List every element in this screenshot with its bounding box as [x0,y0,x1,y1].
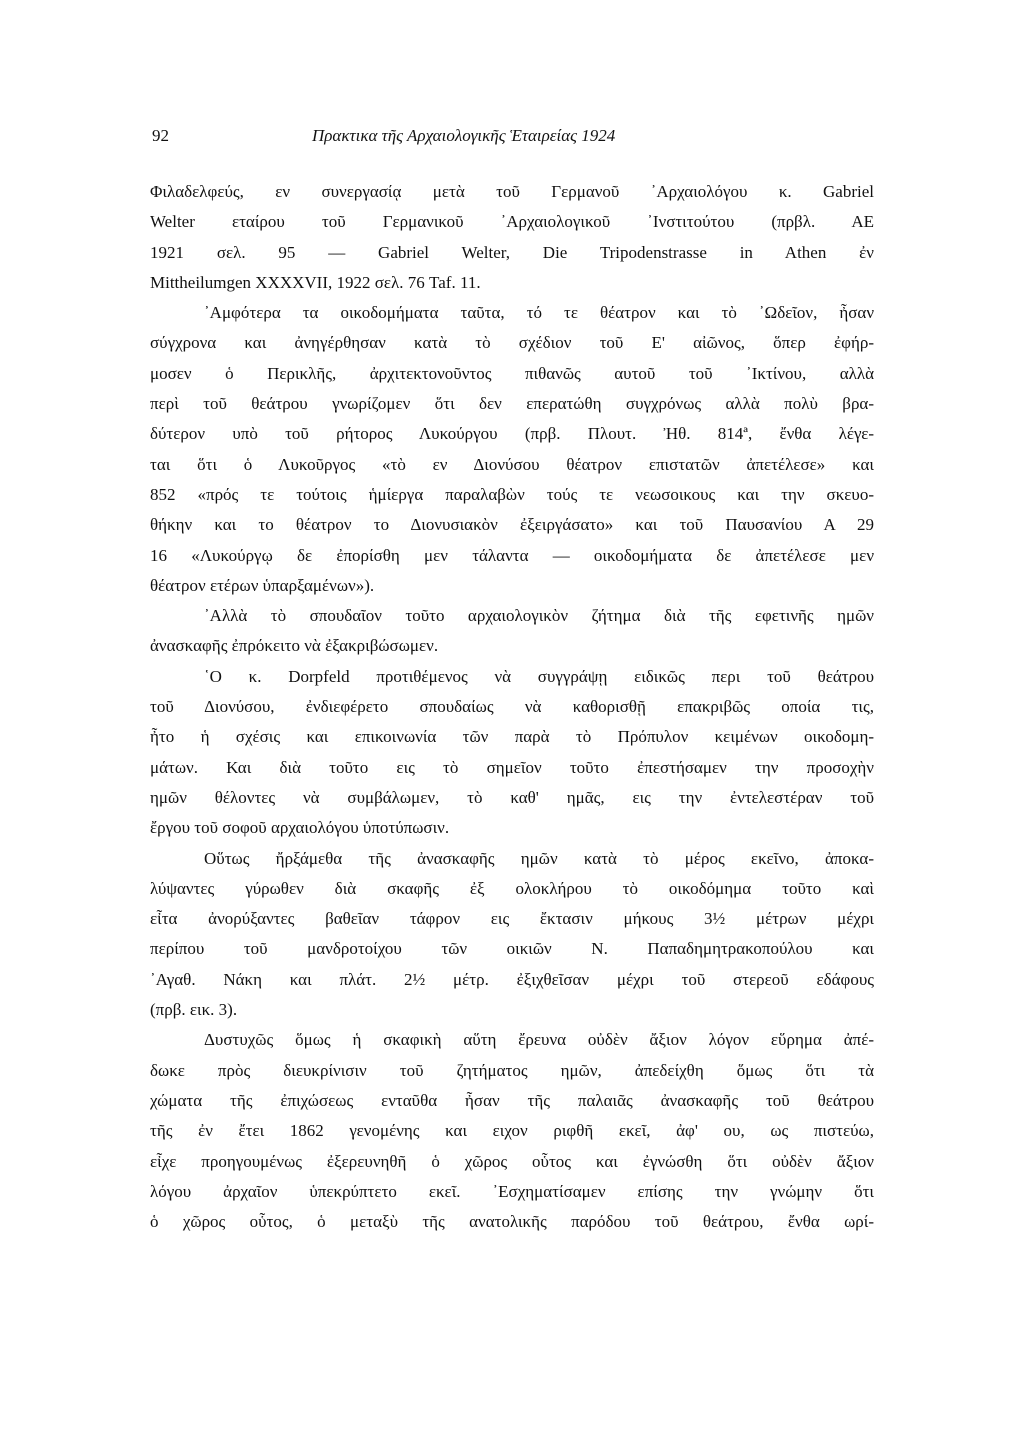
text-line: σύγχρονα και ἀνηγέρθησαν κατὰ τὸ σχέδιον τοῦ Ε' αἰῶνος, ὅπερ ἐφήρ- [150,333,874,353]
text-line: ᾿Αγαθ. Νάκη και πλάτ. 2½ μέτρ. ἐξιχθεῖσαν μέχρι τοῦ στερεοῦ εδάφους [150,969,874,989]
text-line: μοσεν ὁ Περικλῆς, ἀρχιτεκτονοῦντος πιθανῶς αυτοῦ τοῦ ᾿Ικτίνου, αλλὰ [150,363,874,383]
text-line: ἀνασκαφῆς ἐπρόκειτο νὰ ἐξακριβώσωμεν. [150,636,439,656]
text-line: λύψαντες γύρωθεν διὰ σκαφῆς ἐξ ολοκλήρου τὸ οικοδόμημα τοῦτο καὶ [150,878,874,898]
text-line: Welter εταίρου τοῦ Γερμανικοῦ ᾿Αρχαιολογικοῦ ᾿Ινστιτούτου (πρβλ. ΑΕ [150,212,874,232]
text-line: ἔργου τοῦ σοφοῦ αρχαιολόγου ὑποτύπωσιν. [150,818,450,838]
text-line: περὶ τοῦ θεάτρου γνωρίζομεν ὅτι δεν επερατώθη συγχρόνως αλλὰ πολὺ βρα- [150,394,874,414]
body-text [150,177,874,1237]
text-line: Φιλαδελφεύς, εν συνεργασίᾳ μετὰ τοῦ Γερμανοῦ ᾿Αρχαιολόγου κ. Gabriel [150,182,874,201]
text-line: εἶτα ἀνορύξαντες βαθεῖαν τάφρον εις ἔκτασιν μήκους 3½ μέτρων μέχρι [150,909,874,929]
text-line: (πρβ. εικ. 3). [150,1000,238,1020]
text-line: χώματα τῆς ἐπιχώσεως ενταῦθα ἦσαν τῆς παλαιᾶς ἀνασκαφῆς τοῦ θεάτρου [150,1090,874,1110]
page-number: 92 [152,126,169,145]
text-line: δύτερον υπὸ τοῦ ρήτορος Λυκούργου (πρβ. Πλουτ. Ἠθ. 814ª, ἔνθα λέγε- [150,424,874,444]
page-header [152,126,726,156]
text-line: Οὕτως ἤρξάμεθα τῆς ἀνασκαφῆς ημῶν κατὰ τὸ μέρος εκεῖνο, ἀποκα- [204,848,874,868]
text-line: τοῦ Διονύσου, ἐνδιεφέρετο σπουδαίως νὰ καθορισθῇ επακριβῶς οποία τις, [150,697,874,717]
text-line: δωκε πρὸς διευκρίνισιν τοῦ ζητήματος ημῶν, ἀπεδείχθη ὅμως ὅτι τὰ [150,1060,874,1080]
text-line: ᾿Αμφότερα τα οικοδομήματα ταῦτα, τό τε θέατρον και τὸ ᾿Ωδεῖον, ἦσαν [204,303,874,323]
text-line: Mittheilumgen XXXXVII, 1922 σελ. 76 Taf. 11. [150,272,481,292]
text-line: ἦτο ἡ σχέσις και επικοινωνία τῶν παρὰ τὸ Πρόπυλον κειμένων οικοδομη- [150,727,874,747]
text-line: λόγου ἀρχαῖον ὑπεκρύπτετο εκεῖ. ᾿Εσχηματίσαμεν επίσης την γνώμην ὅτι [150,1181,874,1201]
text-line: ᾿Αλλὰ τὸ σπουδαῖον τοῦτο αρχαιολογικὸν ζήτημα διὰ τῆς εφετινῆς ημῶν [204,606,874,626]
text-line: ῾Ο κ. Dorpfeld προτιθέμενος νὰ συγγράψῃ ειδικῶς περι τοῦ θεάτρου [204,666,874,686]
text-line: εἶχε προηγουμένως ἐξερευνηθῆ ὁ χῶρος οὗτος και ἐγνώσθη ὅτι οὐδὲν ἄξιον [150,1151,874,1171]
text-line: Δυστυχῶς ὅμως ἡ σκαφικὴ αὕτη ἔρευνα οὐδὲν ἄξιον λόγον εὕρημα ἀπέ- [204,1030,874,1050]
text-line: 16 «Λυκούργῳ δε ἐπορίσθη μεν τάλαντα — οικοδομήματα δε ἀπετέλεσε μεν [150,545,874,565]
text-line: 852 «πρός τε τούτοις ἡμίεργα παραλαβὼν τούς τε νεωσοικους και την σκευο- [150,484,874,504]
text-line: θήκην και το θέατρον το Διονυσιακὸν ἐξειργάσατο» και τοῦ Παυσανίου Α 29 [150,515,874,535]
text-line: περίπου τοῦ μανδροτοίχου τῶν οικιῶν Ν. Παπαδημητρακοπούλου και [150,939,874,959]
text-line: ται ὅτι ὁ Λυκοῦργος «τὸ εν Διονύσου θέατρον επιστατῶν ἀπετέλεσε» και [150,454,874,474]
running-title: Πρακτικα τῆς Αρχαιολογικῆς Ἑταιρείας 1924 [312,126,616,145]
text-line: θέατρον ετέρων ὑπαρξαμένων»). [150,575,375,595]
text-line: μάτων. Και διὰ τοῦτο εις τὸ σημεῖον τοῦτο ἐπεστήσαμεν την προσοχὴν [150,757,874,777]
text-line: ὁ χῶρος οὗτος, ὁ μεταξὺ τῆς ανατολικῆς παρόδου τοῦ θεάτρου, ἔνθα ωρί- [150,1212,874,1232]
text-line: 1921 σελ. 95 — Gabriel Welter, Die Tripodenstrasse in Athen ἐν [150,242,874,262]
text-line: τῆς ἐν ἔτει 1862 γενομένης και ειχον ριφθῆ εκεῖ, ἀφ' ου, ως πιστεύω, [150,1121,874,1141]
text-line: ημῶν θέλοντες νὰ συμβάλωμεν, τὸ καθ' ημᾶς, εις την ἐντελεστέραν τοῦ [150,787,874,807]
